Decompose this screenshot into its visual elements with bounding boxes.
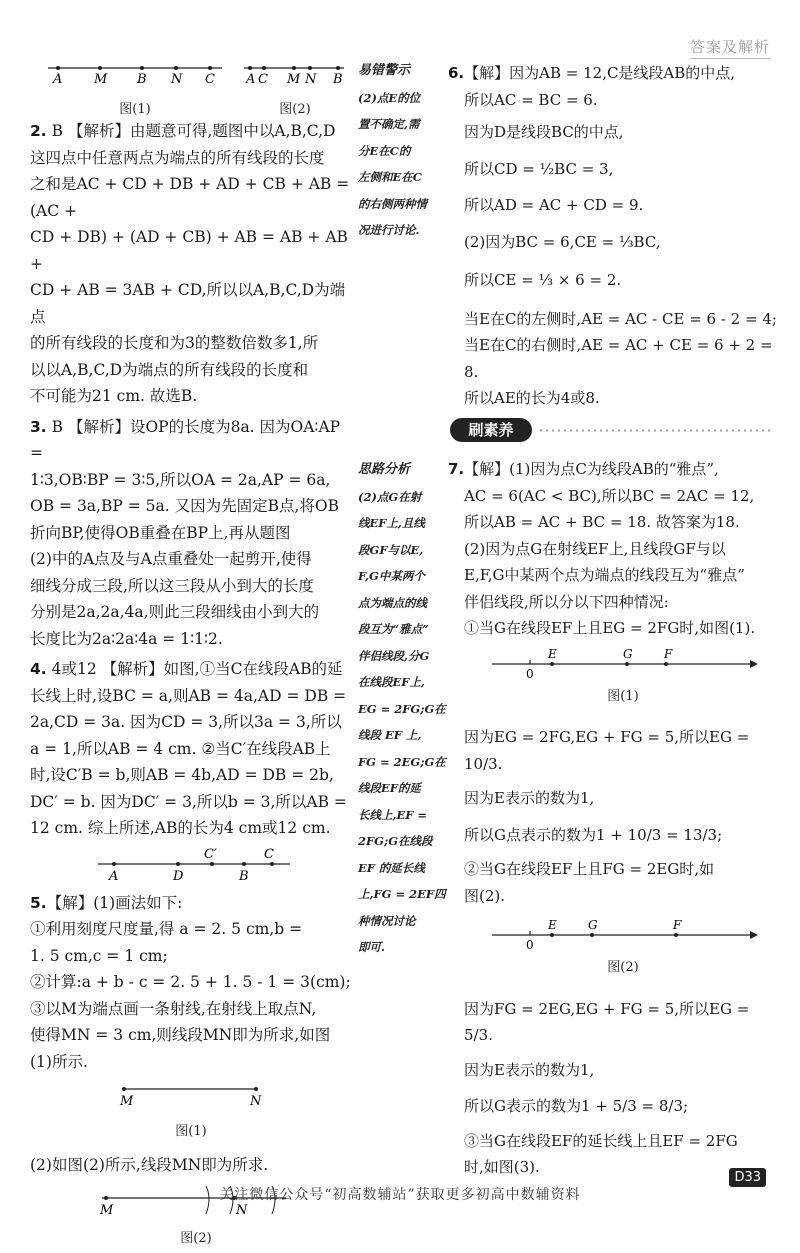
fig2-label-n: N <box>305 72 317 86</box>
fig1-caption: 图(1) <box>119 102 151 117</box>
item-2-line: 以以A,B,C,D为端点的所有线段的长度和 <box>30 360 309 379</box>
item-7-line: 所以AB = AC + BC = 18. 故答案为18. <box>464 513 740 531</box>
fig2-label-c: C <box>258 72 268 86</box>
item-5-line: ③以M为端点画一条射线,在射线上取点N, <box>30 999 317 1018</box>
side-note-line: F,G中某两个 <box>358 569 425 583</box>
top-figure-1 <box>40 60 230 117</box>
item-4-line: 长线上时,设BC = a,则AB = 4a,AD = DB = <box>30 686 347 705</box>
side-note-line: 伴侣线段,分G <box>358 648 430 663</box>
item-2-line: CD + DB) + (AD + CB) + AB = AB + AB + <box>30 228 348 273</box>
brand-badge: 刷素养 <box>450 418 532 442</box>
fig5b-label-m: M <box>100 1203 114 1218</box>
item-6-line: 当E在C的左侧时,AE = AC - CE = 6 - 2 = 4; <box>464 309 777 328</box>
item-7-line: 所以G表示的数为1 + 5/3 = 8/3; <box>464 1097 689 1115</box>
side-note-6-title: 易错警示 <box>358 63 411 78</box>
figure-item-5-1 <box>116 1083 355 1146</box>
item-4 <box>30 656 355 842</box>
item-3-line: B 【解析】设OP的长度为8a. 因为OA∶AP = <box>30 417 341 462</box>
item-7-line: 时,如图(3). <box>464 1158 540 1176</box>
page-number: D33 <box>729 1168 766 1187</box>
item-3-line: 折向BP,使得OB重叠在BP上,再从题图 <box>30 523 291 542</box>
fig1-label-n: N <box>171 72 183 86</box>
item-6-line: 所以CD = ½BC = 3, <box>464 159 614 178</box>
header-rule <box>690 58 770 59</box>
side-note-line: 段GF与以E, <box>358 542 424 557</box>
fig5a-label-n: N <box>250 1094 262 1107</box>
fig5a-label-m: M <box>120 1094 134 1107</box>
fig7a-label-0: 0 <box>526 666 534 680</box>
fig7a-label-g: G <box>623 647 633 661</box>
fig2-label-m: M <box>287 72 301 86</box>
item-4-line: 时,设C′B = b,则AB = 4b,AD = DB = 2b, <box>30 766 334 784</box>
side-note-7-title: 思路分析 <box>358 462 411 477</box>
fig7a-label-e: E <box>548 647 557 661</box>
fig2-caption: 图(2) <box>279 102 311 117</box>
fig1-label-b: B <box>137 72 147 86</box>
fig4-label-a: A <box>109 868 119 884</box>
side-note-line: 即可. <box>358 940 386 954</box>
side-note-line: 2FG;G在线段 <box>358 834 433 848</box>
item-5-line: 1. 5 cm,c = 1 cm; <box>30 946 168 965</box>
fig5a-caption: 图(1) <box>175 1124 207 1139</box>
fig7b-label-e: E <box>548 919 557 932</box>
item-7-line: (2)因为点G在射线EF上,且线段GF与以 <box>464 539 726 558</box>
item-7-line: ②当G在线段EF上且FG = 2EG时,如 <box>464 860 715 878</box>
footer-note: 关注微信公众号“初高数辅站”获取更多初高中数辅资料 <box>219 1187 581 1203</box>
side-note-line: 线段 EF 上, <box>358 728 422 742</box>
item-6-line: 所以AD = AC + CD = 9. <box>464 196 644 214</box>
item-5-line: ①利用刻度尺度量,得 a = 2. 5 cm,b = <box>30 920 303 938</box>
item-6-line: (2)因为BC = 6,CE = ⅓BC, <box>464 232 661 251</box>
item-7-line: E,F,G中某两个点为端点的线段互为“雅点” <box>464 566 745 584</box>
figure-item-7-2 <box>488 919 778 982</box>
item-4-line: a = 1,所以AB = 4 cm. ②当C′在线段AB上 <box>30 739 331 758</box>
item-7-number: 7. <box>448 460 465 478</box>
side-note-line: 在线段EF上, <box>358 675 425 689</box>
fig1-label-m: M <box>94 72 108 86</box>
item-7-line: 因为FG = 2EG,EG + FG = 5,所以EG = 5/3. <box>464 999 750 1044</box>
fig7b-label-g: G <box>588 919 598 932</box>
fig7b-caption: 图(2) <box>607 960 639 975</box>
item-3-line: (2)中的A点及与A点重叠处一起剪开,使得 <box>30 550 312 568</box>
item-6-line: 所以AE的长为4或8. <box>464 389 600 407</box>
fig1-label-a: A <box>53 72 63 86</box>
item-2-line: B 【解析】由题意可得,题图中以A,B,C,D <box>51 122 336 140</box>
item-5-line: ②计算:a + b - c = 2. 5 + 1. 5 - 1 = 3(cm); <box>30 973 351 991</box>
item-6-line: 当E在C的右侧时,AE = AC + CE = 6 + 2 = 8. <box>464 336 773 381</box>
side-note-line: EF 的延长线 <box>358 860 425 875</box>
item-3-line: 分别是2a,2a,4a,则此三段细线由小到大的 <box>30 603 320 621</box>
item-7-line: AC = 6(AC < BC),所以BC = 2AC = 12, <box>464 486 755 505</box>
item-6-line: 因为D是线段BC的中点, <box>464 123 624 141</box>
item-3-line: 1∶3,OB∶BP = 3∶5,所以OA = 2a,AP = 6a, <box>30 470 331 489</box>
item-4-number: 4. <box>30 660 47 678</box>
side-note-line: FG = 2EG;G在 <box>358 754 446 769</box>
header-title: 答案及解析 <box>689 38 770 56</box>
item-5-line: 使得MN = 3 cm,则线段MN即为所求,如图 <box>30 1026 331 1044</box>
item-2-number: 2. <box>30 122 47 140</box>
side-note-line: 种情况讨论 <box>358 913 416 928</box>
side-note-line: (2)点G在射 <box>358 489 422 504</box>
side-note-line: 的右侧两种情 <box>358 196 427 211</box>
item-6-line: 【解】因为AB = 12,C是线段AB的中点, <box>464 64 736 82</box>
item-4-line: DC′ = b. 因为DC′ = 3,所以b = 3,所以AB = <box>30 792 347 811</box>
item-3-number: 3. <box>30 417 47 436</box>
item-2-line: 这四点中任意两点为端点的所有线段的长度 <box>30 148 325 167</box>
side-note-line: 分E在C的 <box>358 143 411 158</box>
item-7-line: 伴侣线段,所以分以下四种情况: <box>464 592 669 611</box>
fig4-label-d: D <box>173 868 184 884</box>
figure-item-4 <box>94 846 355 884</box>
fig4-label-cprime: C′ <box>204 846 217 862</box>
item-5-part2: (2)如图(2)所示,线段MN即为所求. <box>30 1155 269 1174</box>
item-2-line: 的所有线段的长度和为3的整数倍数多1,所 <box>30 334 319 352</box>
item-5 <box>30 890 355 1076</box>
item-3-line: 长度比为2a∶2a∶4a = 1∶1∶2. <box>30 629 223 648</box>
side-note-line: 况进行讨论. <box>358 223 420 237</box>
item-5-line: (1)所示. <box>30 1052 88 1071</box>
item-5-number: 5. <box>30 893 47 912</box>
side-note-line: 置不确定,需 <box>358 117 420 131</box>
item-6 <box>448 60 778 412</box>
item-2-line: CD + AB = 3AB + CD,所以以A,B,C,D为端点 <box>30 281 346 326</box>
fig5b-caption: 图(2) <box>180 1231 212 1246</box>
fig2-label-a: A <box>246 72 256 86</box>
fig7b-label-0: 0 <box>526 938 534 951</box>
item-7-line: 图(2). <box>464 886 506 905</box>
item-7-line: 【解】(1)因为点C为线段AB的“雅点”, <box>464 460 719 478</box>
side-note-line: 上,FG = 2EF四 <box>358 887 446 901</box>
left-column <box>30 118 355 1253</box>
item-7-line: 因为EG = 2FG,EG + FG = 5,所以EG = 10/3. <box>464 728 750 773</box>
top-figure-2 <box>240 60 350 117</box>
banner-dots <box>538 429 772 432</box>
item-7-line: 因为E表示的数为1, <box>464 789 595 807</box>
item-7-block-b <box>448 996 778 1181</box>
side-note-line: 线段EF的延 <box>358 781 421 795</box>
item-7-line: ①当G在线段EF上且EG = 2FG时,如图(1). <box>464 619 756 637</box>
fig7b-label-f: F <box>673 919 682 932</box>
fig7a-label-f: F <box>664 647 673 661</box>
side-note-line: 段互为“雅点” <box>358 622 429 636</box>
item-6-line: 所以AC = BC = 6. <box>464 90 598 109</box>
side-note-line: 长线上,EF = <box>358 807 428 822</box>
item-3-line: OB = 3a,BP = 5a. 又因为先固定B点,将OB <box>30 497 340 515</box>
fig7a-caption: 图(1) <box>607 688 639 704</box>
fig4-label-b: B <box>239 868 249 884</box>
item-7-line: 所以G点表示的数为1 + 10/3 = 13/3; <box>464 825 723 844</box>
side-note-line: EG = 2FG;G在 <box>358 701 446 716</box>
fig5b-label-n: N <box>236 1203 248 1218</box>
item-3-line: 细线分成三段,所以这三段从小到大的长度 <box>30 576 314 595</box>
side-note-line: 线EF上,且线 <box>358 516 425 530</box>
item-7 <box>448 456 778 1181</box>
item-6-line: 所以CE = ⅓ × 6 = 2. <box>464 271 622 289</box>
item-7-block-a <box>448 724 778 909</box>
item-5-line: 【解】(1)画法如下: <box>46 893 183 912</box>
item-3 <box>30 414 355 653</box>
side-note-6 <box>358 58 450 244</box>
fig1-label-c: C <box>205 72 215 86</box>
item-2-line: 不可能为21 cm. 故选B. <box>30 387 198 405</box>
side-note-line: 左侧和E在C <box>358 170 422 184</box>
side-note-7 <box>358 457 450 961</box>
side-note-line: (2)点E的位 <box>358 90 421 105</box>
section-banner <box>420 418 772 444</box>
item-4-line: 2a,CD = 3a. 因为CD = 3,所以3a = 3,所以 <box>30 713 342 731</box>
item-2 <box>30 118 355 410</box>
item-7-line: 因为E表示的数为1, <box>464 1060 595 1079</box>
item-4-line: 4或12 【解析】如图,①当C在线段AB的延 <box>51 660 343 678</box>
side-note-line: 点为端点的线 <box>358 595 427 610</box>
item-7-line: ③当G在线段EF的延长线上且EF = 2FG <box>464 1131 738 1150</box>
item-4-line: 12 cm. 综上所述,AB的长为4 cm或12 cm. <box>30 819 331 837</box>
fig2-label-b: B <box>333 72 343 86</box>
item-6-number: 6. <box>448 64 465 82</box>
figure-item-7-1 <box>488 648 778 711</box>
fig4-label-c: C <box>264 846 274 862</box>
item-2-line: 之和是AC + CD + DB + AD + CB + AB = (AC + <box>30 175 350 220</box>
